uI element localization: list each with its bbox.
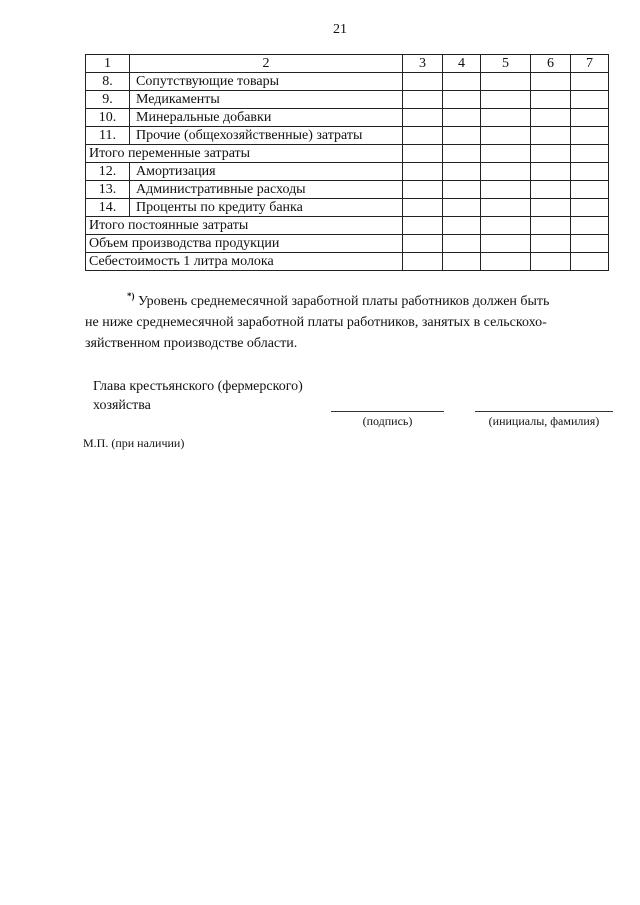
row-number-cell: 9. xyxy=(86,91,130,109)
value-cell xyxy=(571,235,609,253)
signer-title-line-1: Глава крестьянского (фермерского) xyxy=(93,379,303,394)
value-cell xyxy=(531,127,571,145)
value-cell xyxy=(571,73,609,91)
header-cell: 1 xyxy=(86,55,130,73)
row-label-cell: Итого переменные затраты xyxy=(86,145,403,163)
row-number-cell: 8. xyxy=(86,73,130,91)
value-cell xyxy=(531,217,571,235)
value-cell xyxy=(403,73,443,91)
footnote-line-3: зяйственном производстве области. xyxy=(85,336,298,351)
table-row xyxy=(86,253,609,271)
value-cell xyxy=(481,253,531,271)
value-cell xyxy=(481,217,531,235)
value-cell xyxy=(481,199,531,217)
header-cell: 4 xyxy=(443,55,481,73)
value-cell xyxy=(531,253,571,271)
row-label-cell: Медикаменты xyxy=(130,91,403,109)
value-cell xyxy=(403,181,443,199)
row-number-cell: 13. xyxy=(86,181,130,199)
footnote xyxy=(85,286,605,354)
table-row xyxy=(86,163,609,181)
value-cell xyxy=(443,109,481,127)
row-label-cell: Амортизация xyxy=(130,163,403,181)
value-cell xyxy=(571,217,609,235)
header-cell: 2 xyxy=(130,55,403,73)
value-cell xyxy=(571,181,609,199)
value-cell xyxy=(403,127,443,145)
row-label-cell: Итого постоянные затраты xyxy=(86,217,403,235)
value-cell xyxy=(443,199,481,217)
value-cell xyxy=(571,91,609,109)
table-row xyxy=(86,235,609,253)
table-row xyxy=(86,199,609,217)
value-cell xyxy=(403,253,443,271)
initials-line xyxy=(475,411,613,412)
header-cell: 7 xyxy=(571,55,609,73)
value-cell xyxy=(531,181,571,199)
header-cell: 3 xyxy=(403,55,443,73)
page-number: 21 xyxy=(333,22,347,37)
value-cell xyxy=(531,163,571,181)
row-number-cell: 14. xyxy=(86,199,130,217)
value-cell xyxy=(531,235,571,253)
value-cell xyxy=(571,127,609,145)
value-cell xyxy=(531,91,571,109)
value-cell xyxy=(531,109,571,127)
table-row xyxy=(86,127,609,145)
row-label-cell: Себестоимость 1 литра молока xyxy=(86,253,403,271)
row-label-cell: Минеральные добавки xyxy=(130,109,403,127)
initials-caption: (инициалы, фамилия) xyxy=(488,414,600,428)
value-cell xyxy=(481,163,531,181)
value-cell xyxy=(481,91,531,109)
header-cell: 5 xyxy=(481,55,531,73)
value-cell xyxy=(571,145,609,163)
row-label-cell: Административные расходы xyxy=(130,181,403,199)
value-cell xyxy=(481,181,531,199)
value-cell xyxy=(531,73,571,91)
value-cell xyxy=(443,217,481,235)
table-row xyxy=(86,145,609,163)
value-cell xyxy=(403,235,443,253)
footnote-line-2: не ниже среднемесячной заработной платы работников, занятых в сельскохо- xyxy=(85,315,547,330)
value-cell xyxy=(531,145,571,163)
signature-caption: (подпись) xyxy=(362,414,413,428)
cost-table xyxy=(85,54,609,271)
table-row xyxy=(86,109,609,127)
value-cell xyxy=(571,163,609,181)
value-cell xyxy=(443,127,481,145)
row-label-cell: Сопутствующие товары xyxy=(130,73,403,91)
value-cell xyxy=(481,235,531,253)
value-cell xyxy=(443,91,481,109)
value-cell xyxy=(443,235,481,253)
value-cell xyxy=(403,163,443,181)
value-cell xyxy=(571,199,609,217)
value-cell xyxy=(443,145,481,163)
value-cell xyxy=(571,253,609,271)
value-cell xyxy=(531,199,571,217)
table-body xyxy=(86,55,609,271)
value-cell xyxy=(403,91,443,109)
value-cell xyxy=(481,73,531,91)
table-row xyxy=(86,181,609,199)
value-cell xyxy=(403,145,443,163)
value-cell xyxy=(443,181,481,199)
value-cell xyxy=(403,109,443,127)
value-cell xyxy=(571,109,609,127)
table-row xyxy=(86,91,609,109)
value-cell xyxy=(443,163,481,181)
stamp-note: М.П. (при наличии) xyxy=(83,436,185,450)
row-number-cell: 11. xyxy=(86,127,130,145)
value-cell xyxy=(403,217,443,235)
row-number-cell: 12. xyxy=(86,163,130,181)
footnote-text-1: Уровень среднемесячной заработной платы работников должен быть xyxy=(138,294,550,309)
footnote-marker: *) xyxy=(127,291,135,301)
value-cell xyxy=(481,145,531,163)
row-label-cell: Прочие (общехозяйственные) затраты xyxy=(130,127,403,145)
row-label-cell: Объем производства продукции xyxy=(86,235,403,253)
table-row xyxy=(86,217,609,235)
signer-title xyxy=(93,377,303,415)
table-header-row xyxy=(86,55,609,73)
signer-title-line-2: хозяйства xyxy=(93,398,151,413)
row-number-cell: 10. xyxy=(86,109,130,127)
value-cell xyxy=(443,73,481,91)
signature-line xyxy=(331,411,444,412)
row-label-cell: Проценты по кредиту банка xyxy=(130,199,403,217)
value-cell xyxy=(403,199,443,217)
value-cell xyxy=(481,127,531,145)
header-cell: 6 xyxy=(531,55,571,73)
table-row xyxy=(86,73,609,91)
footnote-line-1 xyxy=(85,286,605,312)
value-cell xyxy=(481,109,531,127)
value-cell xyxy=(443,253,481,271)
